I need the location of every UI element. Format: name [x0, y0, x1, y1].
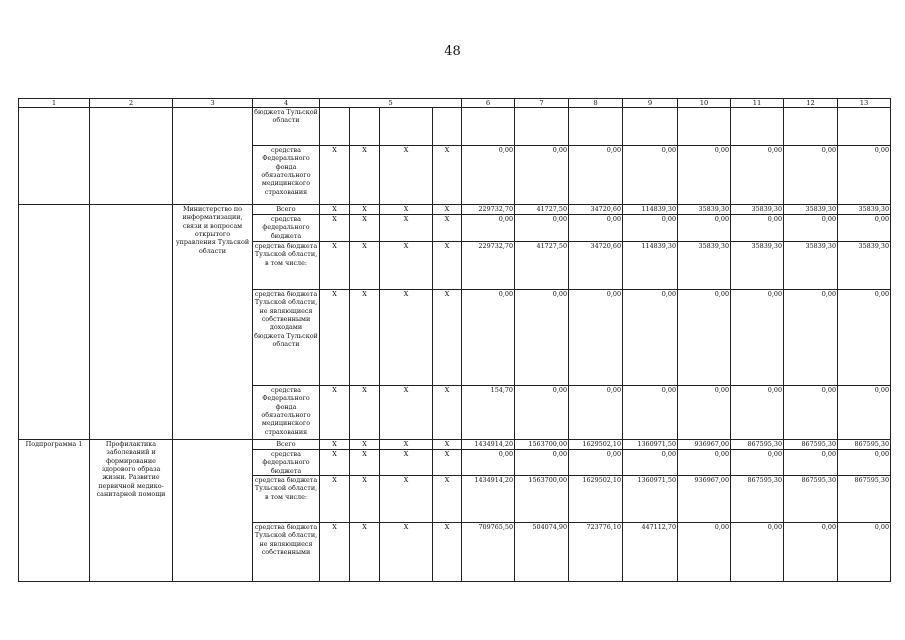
value-cell — [623, 108, 678, 146]
value-cell: 35839,30 — [731, 205, 784, 215]
x-cell: X — [433, 290, 462, 386]
value-cell: 0,00 — [569, 386, 623, 440]
value-cell: 0,00 — [731, 290, 784, 386]
source-cell: средства бюджета Тульской области, не являющиеся собственными доходами бюджета Тульской области — [253, 290, 320, 386]
x-cell: X — [320, 242, 350, 290]
title-cell: Профилактика заболеваний и формирование здорового образа жизни. Развитие первичной медико-санитарной помощи — [90, 440, 173, 582]
value-cell: 0,00 — [731, 146, 784, 205]
col-header-12: 12 — [784, 99, 838, 108]
x-cell: X — [320, 476, 350, 523]
col-header-11: 11 — [731, 99, 784, 108]
value-cell: 0,00 — [569, 146, 623, 205]
value-cell: 0,00 — [515, 215, 569, 242]
x-cell: X — [433, 386, 462, 440]
value-cell: 0,00 — [731, 215, 784, 242]
value-cell: 114839,30 — [623, 205, 678, 215]
value-cell: 867595,30 — [838, 476, 891, 523]
value-cell: 936967,00 — [678, 440, 731, 450]
x-cell: X — [350, 523, 380, 582]
x-cell: X — [350, 290, 380, 386]
x-cell: X — [350, 450, 380, 476]
x-cell: X — [320, 215, 350, 242]
x-cell: X — [320, 290, 350, 386]
x-cell: X — [380, 386, 433, 440]
value-cell: 154,70 — [462, 386, 515, 440]
value-cell: 1629502,10 — [569, 440, 623, 450]
value-cell: 709765,50 — [462, 523, 515, 582]
value-cell: 35839,30 — [731, 242, 784, 290]
x-cell — [350, 108, 380, 146]
col-header-4: 4 — [253, 99, 320, 108]
x-cell: X — [380, 476, 433, 523]
page-number: 48 — [444, 44, 461, 59]
col-header-7: 7 — [515, 99, 569, 108]
x-cell: X — [350, 215, 380, 242]
value-cell: 0,00 — [678, 450, 731, 476]
value-cell: 1563700,00 — [515, 476, 569, 523]
value-cell — [838, 108, 891, 146]
value-cell: 0,00 — [838, 290, 891, 386]
value-cell: 35839,30 — [784, 242, 838, 290]
source-cell: средства бюджета Тульской области, не являющиеся собственными — [253, 523, 320, 582]
x-cell: X — [433, 146, 462, 205]
value-cell: 35839,30 — [678, 205, 731, 215]
value-cell: 34720,60 — [569, 242, 623, 290]
value-cell: 1434914,20 — [462, 440, 515, 450]
executor-cell — [173, 108, 253, 205]
value-cell: 0,00 — [838, 450, 891, 476]
x-cell: X — [380, 523, 433, 582]
value-cell: 504074,90 — [515, 523, 569, 582]
table-row — [19, 205, 891, 215]
program-cell: Подпрограмма 1 — [19, 440, 90, 582]
value-cell: 1434914,20 — [462, 476, 515, 523]
value-cell: 0,00 — [678, 215, 731, 242]
x-cell: X — [433, 523, 462, 582]
value-cell: 0,00 — [462, 146, 515, 205]
x-cell: X — [433, 215, 462, 242]
x-cell: X — [433, 205, 462, 215]
value-cell: 229732,70 — [462, 242, 515, 290]
x-cell — [380, 108, 433, 146]
value-cell: 0,00 — [462, 450, 515, 476]
x-cell: X — [433, 476, 462, 523]
col-header-8: 8 — [569, 99, 623, 108]
x-cell: X — [380, 450, 433, 476]
source-cell: средства Федерального фонда обязательного медицинского страхования — [253, 146, 320, 205]
table-row — [19, 440, 891, 450]
value-cell: 867595,30 — [731, 476, 784, 523]
value-cell: 35839,30 — [678, 242, 731, 290]
source-cell: средства федерального бюджета — [253, 450, 320, 476]
x-cell: X — [350, 146, 380, 205]
value-cell — [731, 108, 784, 146]
x-cell — [320, 108, 350, 146]
value-cell: 35839,30 — [784, 205, 838, 215]
value-cell — [515, 108, 569, 146]
value-cell: 0,00 — [569, 290, 623, 386]
x-cell: X — [350, 205, 380, 215]
value-cell: 447112,70 — [623, 523, 678, 582]
value-cell: 723776,10 — [569, 523, 623, 582]
x-cell: X — [433, 450, 462, 476]
x-cell: X — [320, 523, 350, 582]
value-cell: 41727,50 — [515, 205, 569, 215]
value-cell: 0,00 — [515, 450, 569, 476]
budget-table — [18, 98, 891, 582]
value-cell: 35839,30 — [838, 205, 891, 215]
col-header-5: 5 — [320, 99, 462, 108]
value-cell: 1360971,50 — [623, 476, 678, 523]
x-cell: X — [320, 205, 350, 215]
value-cell: 114839,30 — [623, 242, 678, 290]
value-cell: 0,00 — [838, 386, 891, 440]
source-cell: средства бюджета Тульской области, в том числе: — [253, 242, 320, 290]
value-cell: 0,00 — [678, 386, 731, 440]
value-cell: 867595,30 — [784, 440, 838, 450]
value-cell: 0,00 — [569, 450, 623, 476]
value-cell: 0,00 — [515, 146, 569, 205]
source-cell: бюджета Тульской области — [253, 108, 320, 146]
executor-cell — [173, 440, 253, 582]
value-cell: 35839,30 — [838, 242, 891, 290]
x-cell: X — [380, 242, 433, 290]
value-cell — [678, 108, 731, 146]
source-cell: Всего — [253, 205, 320, 215]
source-cell: средства Федерального фонда обязательного медицинского страхования — [253, 386, 320, 440]
x-cell: X — [320, 146, 350, 205]
value-cell: 0,00 — [623, 290, 678, 386]
col-header-10: 10 — [678, 99, 731, 108]
value-cell: 0,00 — [784, 215, 838, 242]
x-cell: X — [350, 242, 380, 290]
x-cell: X — [320, 440, 350, 450]
value-cell: 0,00 — [623, 386, 678, 440]
x-cell: X — [350, 386, 380, 440]
x-cell: X — [380, 215, 433, 242]
x-cell: X — [320, 450, 350, 476]
x-cell — [433, 108, 462, 146]
value-cell: 0,00 — [462, 215, 515, 242]
col-header-3: 3 — [173, 99, 253, 108]
value-cell: 0,00 — [623, 215, 678, 242]
source-cell: средства федерального бюджета — [253, 215, 320, 242]
value-cell: 0,00 — [623, 146, 678, 205]
col-header-9: 9 — [623, 99, 678, 108]
value-cell: 0,00 — [678, 523, 731, 582]
value-cell: 0,00 — [731, 450, 784, 476]
x-cell: X — [350, 476, 380, 523]
value-cell: 867595,30 — [784, 476, 838, 523]
program-cell — [19, 205, 90, 440]
col-header-6: 6 — [462, 99, 515, 108]
source-cell: Всего — [253, 440, 320, 450]
value-cell: 0,00 — [838, 215, 891, 242]
col-header-1: 1 — [19, 99, 90, 108]
value-cell: 0,00 — [623, 450, 678, 476]
x-cell: X — [380, 290, 433, 386]
header-row — [19, 99, 891, 108]
x-cell: X — [380, 205, 433, 215]
x-cell: X — [380, 440, 433, 450]
value-cell: 0,00 — [784, 146, 838, 205]
value-cell: 1629502,10 — [569, 476, 623, 523]
col-header-2: 2 — [90, 99, 173, 108]
program-cell — [19, 108, 90, 205]
value-cell — [462, 108, 515, 146]
value-cell: 0,00 — [569, 215, 623, 242]
value-cell: 0,00 — [678, 146, 731, 205]
value-cell: 0,00 — [838, 146, 891, 205]
x-cell: X — [320, 386, 350, 440]
value-cell: 0,00 — [784, 290, 838, 386]
x-cell: X — [350, 440, 380, 450]
value-cell: 0,00 — [731, 386, 784, 440]
value-cell: 0,00 — [678, 290, 731, 386]
value-cell — [569, 108, 623, 146]
source-cell: средства бюджета Тульской области, в том числе: — [253, 476, 320, 523]
value-cell: 0,00 — [838, 523, 891, 582]
x-cell: X — [433, 440, 462, 450]
x-cell: X — [380, 146, 433, 205]
title-cell — [90, 205, 173, 440]
value-cell: 34720,60 — [569, 205, 623, 215]
value-cell: 0,00 — [784, 523, 838, 582]
table-row — [19, 108, 891, 146]
value-cell: 0,00 — [515, 290, 569, 386]
value-cell: 0,00 — [784, 386, 838, 440]
value-cell: 229732,70 — [462, 205, 515, 215]
value-cell: 1360971,50 — [623, 440, 678, 450]
value-cell — [784, 108, 838, 146]
value-cell: 1563700,00 — [515, 440, 569, 450]
x-cell: X — [433, 242, 462, 290]
value-cell: 867595,30 — [731, 440, 784, 450]
value-cell: 936967,00 — [678, 476, 731, 523]
value-cell: 867595,30 — [838, 440, 891, 450]
title-cell — [90, 108, 173, 205]
value-cell: 0,00 — [462, 290, 515, 386]
value-cell: 0,00 — [784, 450, 838, 476]
value-cell: 0,00 — [515, 386, 569, 440]
executor-cell: Министерство по информатизации, связи и вопросам открытого управления Тульской области — [173, 205, 253, 440]
value-cell: 41727,50 — [515, 242, 569, 290]
value-cell: 0,00 — [731, 523, 784, 582]
col-header-13: 13 — [838, 99, 891, 108]
